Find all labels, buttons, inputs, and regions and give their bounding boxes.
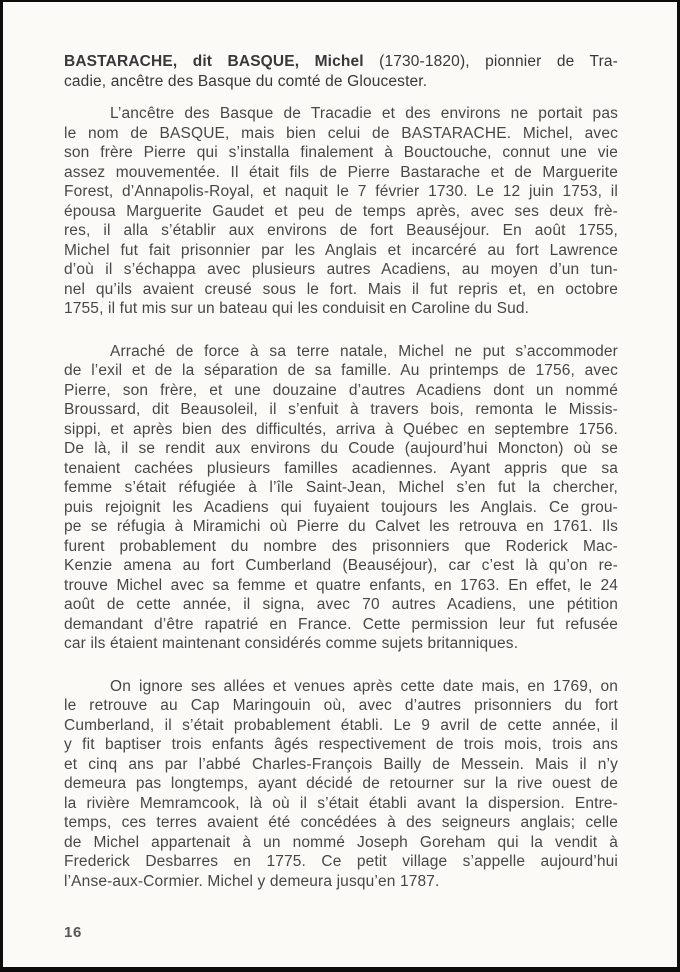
text-line: res, il alla s’établir aux environs de fort Beauséjour. En août 1755, [64,222,618,239]
text-line: nel qu’ils avaient creusé sous le fort. Mais il fut repris et, en octobre [64,280,618,298]
text-line: de l’exil et de la séparation de sa famille. Au printemps de 1756, avec [64,362,618,379]
page-content [64,52,618,943]
text-line: pe se réfugia à Miramichi où Pierre du Calvet les retrouva en 1761. Ils [64,518,618,535]
text-line: car ils étaient maintenant considérés comme sujets britanniques. [64,635,519,652]
text-line: la rivière Memramcook, là où il s’était établi avant la dispersion. Entre- [64,794,618,812]
paragraph [64,342,618,654]
text-line: épousa Marguerite Gaudet et peu de temps après, avec ses deux frè- [64,202,618,220]
text-line: sippi, et après bien des difficultés, arriva à Québec en septembre 1756. [64,420,618,438]
entry-dates-and-role: (1730-1820), pionnier de Tra- [379,53,618,70]
text-line: Cumberland, il s’était probablement établi. Le 9 avril de cette année, il [64,716,618,734]
text-line: d’où il s’échappa avec plusieurs autres Acadiens, au moyen d’un tun- [64,261,618,278]
text-line: Kenzie amena au fort Cumberland (Beauséjour), car c’est là qu’on re- [64,557,618,574]
text-line: furent probablement du nombre des prisonniers que Roderick Mac- [64,537,618,555]
text-line: août de cette année, il signa, avec 70 autres Acadiens, une pétition [64,596,618,613]
text-line: demandant d’être rapatrié en France. Cette permission leur fut refusée [64,615,618,633]
entry-heading [64,52,618,91]
text-line: femme s’était réfugiée à l’île Saint-Jean, Michel s’en fut la chercher, [64,479,618,496]
text-line: puis rejoignit les Acadiens qui fuyaient toujours les Anglais. Ce grou- [64,498,618,516]
text-line: y fit baptiser trois enfants âgés respectivement de trois mois, trois ans [64,736,618,753]
page-number: 16 [64,924,82,941]
text-line: son frère Pierre qui s’installa finalement à Bouctouche, connut une vie [64,144,618,161]
text-line: trouve Michel avec sa femme et quatre enfants, en 1763. En effet, le 24 [64,576,618,594]
text-line: Michel fut fait prisonnier par les Anglais et incarcéré au fort Lawrence [64,241,618,259]
body-paragraphs [64,104,618,891]
text-line: Arraché de force à sa terre natale, Michel ne put s’accommoder [110,342,618,360]
text-line: demeura pas longtemps, ayant décidé de retourner sur la rive ouest de [64,775,618,792]
text-line: tenaient cachées plusieurs familles acadiennes. Ayant appris que sa [64,459,618,477]
entry-name: BASTARACHE, dit BASQUE, Michel [64,53,364,70]
text-line: assez mouvementée. Il était fils de Pierre Bastarache et de Marguerite [64,163,618,181]
text-line: temps, ces terres avaient été concédées à des seigneurs anglais; celle [64,814,618,831]
text-line: Frederick Desbarres en 1775. Ce petit village s’appelle aujourd’hui [64,853,618,870]
paragraph [64,104,618,319]
text-line: l’Anse-aux-Cormier. Michel y demeura jusqu’en 1787. [64,872,440,890]
text-line: L’ancêtre des Basque de Tracadie et des environs ne portait pas [110,105,618,122]
text-line: Forest, d’Annapolis-Royal, et naquit le 7 février 1730. Le 12 juin 1753, il [64,183,618,200]
heading-line-1 [64,52,618,72]
heading-line-2: cadie, ancêtre des Basque du comté de Gloucester. [64,72,428,90]
paragraph [64,677,618,892]
text-line: de Michel appartenait à un nommé Joseph Goreham qui la vendit à [64,833,618,851]
text-line: 1755, il fut mis sur un bateau qui les conduisit en Caroline du Sud. [64,300,530,317]
text-line: Broussard, dit Beausoleil, il s’enfuit à travers bois, remonta le Missis- [64,401,618,418]
text-line: et cinq ans par l’abbé Charles-François Bailly de Messein. Mais il n’y [64,755,618,773]
text-line: De là, il se rendit aux environs du Coude (aujourd’hui Moncton) où se [64,440,618,457]
text-line: le retrouve au Cap Maringouin où, avec d’autres prisonniers du fort [64,697,618,714]
text-line: On ignore ses allées et venues après cette date mais, en 1769, on [110,677,618,695]
text-line: Pierre, son frère, et une douzaine d’autres Acadiens dont un nommé [64,381,618,399]
text-line: le nom de BASQUE, mais bien celui de BASTARACHE. Michel, avec [64,124,618,142]
